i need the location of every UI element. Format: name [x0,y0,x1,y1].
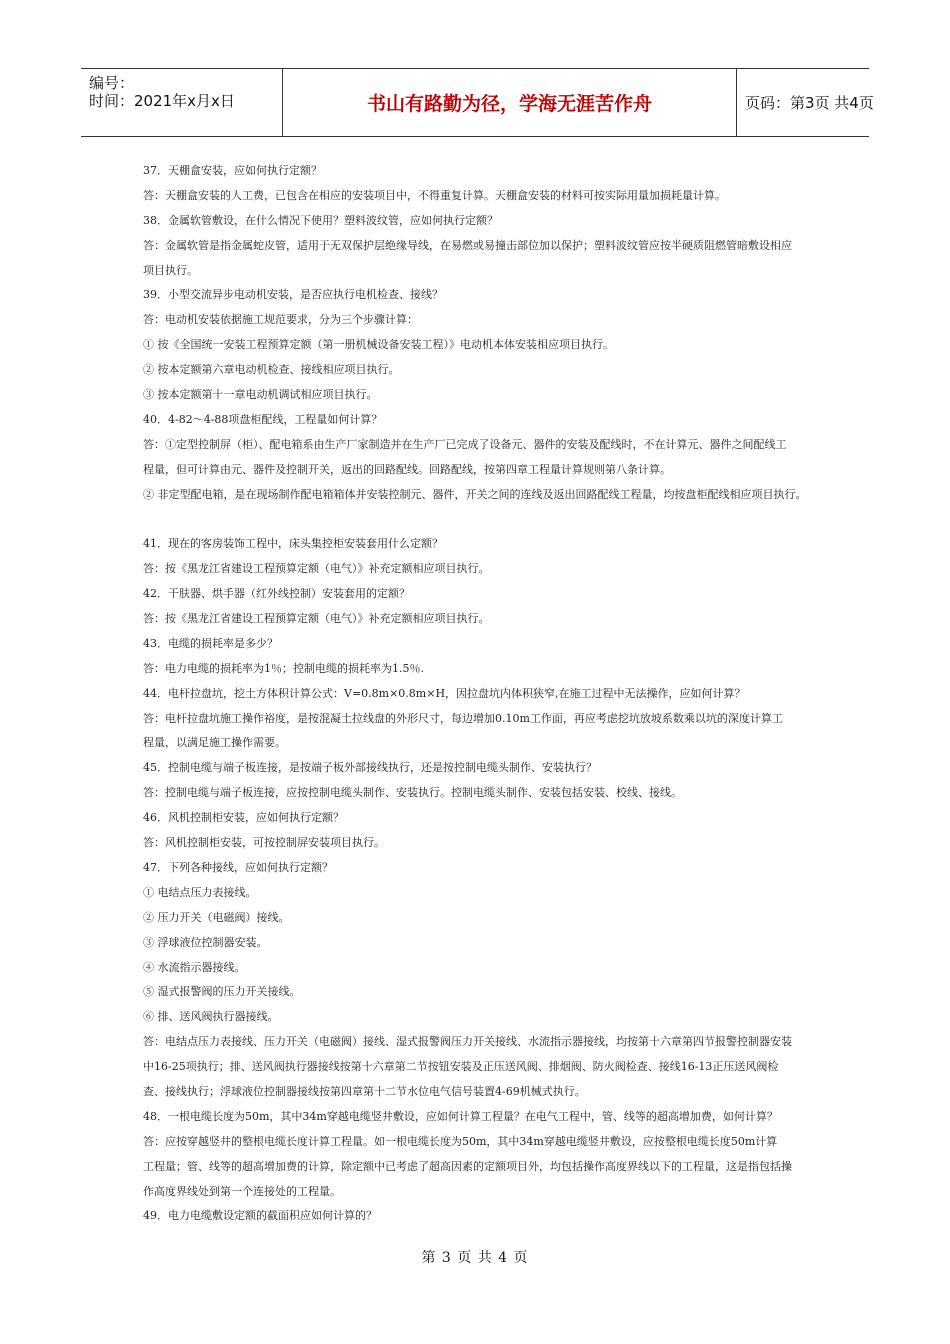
footer-page-number: 第 3 页 共 4 页 [421,1250,529,1266]
text-line: 答：电动机安装依据施工规范要求，分为三个步骤计算： [143,313,418,327]
text-line: 41．现在的客房装饰工程中，床头集控柜安装套用什么定额？ [143,537,443,551]
text-line: 答：电杆拉盘坑施工操作裕度，是按混凝土拉线盘的外形尺寸，每边增加0.10m工作面，再应考虑挖坑放坡系数乘以坑的深度计算工 [143,711,783,725]
header-left-cell [81,69,281,136]
text-line: 项目执行。 [143,263,198,277]
text-line: 46．风机控制柜安装，应如何执行定额？ [143,811,344,825]
text-line: 答：按《黑龙江省建设工程预算定额（电气）》补充定额相应项目执行。 [143,562,490,576]
text-line: ① 电结点压力表接线。 [143,885,257,899]
text-line: 答：天棚盒安装的人工费，已包含在相应的安装项目中，不得重复计算。天棚盒安装的材料可按实际用量加损耗量计算。 [143,188,726,202]
text-line: 答：风机控制柜安装，可按控制屏安装项目执行。 [143,836,385,850]
text-line: ① 按《全国统一安装工程预算定额（第一册机械设备安装工程）》电动机本体安装相应项目执行。 [143,338,614,352]
text-line: 42．干肤器、烘手器（红外线控制）安装套用的定额？ [143,587,410,601]
document-body [143,159,813,1229]
text-line: 答：电力电缆的损耗率为1％；控制电缆的损耗率为1.5％. [143,661,424,675]
page-header [81,68,874,137]
text-line: 答：电结点压力表接线、压力开关（电磁阀）接线、湿式报警阀压力开关接线、水流指示器接线，均按第十六章第四节报警控制器安装 [143,1035,792,1049]
text-line: 38．金属软管敷设，在什么情况下使用？塑料波纹管，应如何执行定额？ [143,213,498,227]
text-line: 47．下列各种接线，应如何执行定额？ [143,860,333,874]
text-line: ③ 浮球液位控制器安装。 [143,935,268,949]
time-label: 时间：2021年x月x日 [89,92,235,110]
text-line: 39．小型交流异步电动机安装，是否应执行电机检查、接线？ [143,288,443,302]
text-line: ② 压力开关（电磁阀）接线。 [143,910,290,924]
text-line: ⑥ 排、送风阀执行器接线。 [143,1010,279,1024]
text-line: 49．电力电缆敷设定额的截面积应如何计算的？ [143,1209,377,1223]
blank-line [143,507,813,532]
text-line: 工程量；管、线等的超高增加费的计算，除定额中已考虑了超高因素的定额项目外，均包括操作高度界线以下的工程量，这是指包括操 [143,1159,792,1173]
text-line: 44．电杆拉盘坑，挖土方体积计算公式：V=0.8m×0.8m×H，因拉盘坑内体积狭窄,在施工过程中无法操作，应如何计算？ [143,686,746,700]
text-line: 45．控制电缆与端子板连接，是按端子板外部接线执行，还是按控制电缆头制作、安装执行？ [143,761,597,775]
text-line: 答：应按穿越竖井的整根电缆长度计算工程量。如一根电缆长度为50m，其中34m穿越电缆竖井敷设，应按整根电缆长度50m计算 [143,1134,778,1148]
text-line: 中16-25项执行；排、送风阀执行器接线按第十六章第二节按钮安装及正压送风阀、排烟阀、防火阀检查、接线16-13正压送风阀检 [143,1060,779,1074]
text-line: ④ 水流指示器接线。 [143,960,246,974]
text-line: 答：金属软管是指金属蛇皮管，适用于无双保护层绝缘导线，在易燃或易撞击部位加以保护；塑料波纹管应按半硬质阻燃管暗敷设相应 [143,238,792,252]
text-line: 查、接线执行；浮球液位控制器接线按第四章第十二节水位电气信号装置4-69机械式执行。 [143,1084,586,1098]
text-line: ② 非定型配电箱，是在现场制作配电箱箱体并安装控制元、器件，开关之间的连线及返出回路配线工程量，均按盘柜配线相应项目执行。 [143,487,807,501]
text-line: 答：控制电缆与端子板连接，应按控制电缆头制作、安装执行。控制电缆头制作、安装包括安装、校线、接线。 [143,786,682,800]
text-line: 程量，但可计算由元、器件及控制开关，返出的回路配线。回路配线，按第四章工程量计算规则第八条计算。 [143,462,671,476]
text-line: 答：①定型控制屏（柜）、配电箱系由生产厂家制造并在生产厂已完成了设备元、器件的安装及配线时，不在计算元、器件之间配线工 [143,437,787,451]
text-line: 作高度界线处到第一个连接处的工程量。 [143,1184,341,1198]
text-line: 43．电缆的损耗率是多少？ [143,636,278,650]
text-line: ② 按本定额第六章电动机检查、接线相应项目执行。 [143,363,400,377]
page-indicator: 页码：第3页 共4页 [745,94,874,112]
text-line: ③ 按本定额第十一章电动机调试相应项目执行。 [143,388,378,402]
text-line: 37．天棚盒安装，应如何执行定额？ [143,164,322,177]
code-label: 编号： [89,74,135,92]
motto: 书山有路勤为径，学海无涯苦作舟 [282,69,737,136]
text-line: 48．一根电缆长度为50m，其中34m穿越电缆竖井敷设，应如何计算工程量？在电气工程中，管、线等的超高增加费，如何计算？ [143,1109,778,1123]
text-line: 程量，以满足施工操作需要。 [143,736,286,750]
page-footer [0,1247,950,1267]
text-line: 答：按《黑龙江省建设工程预算定额（电气）》补充定额相应项目执行。 [143,612,490,626]
text-line: ⑤ 湿式报警阀的压力开关接线。 [143,985,301,999]
text-line: 40．4-82～4-88项盘柜配线，工程量如何计算？ [143,412,383,426]
